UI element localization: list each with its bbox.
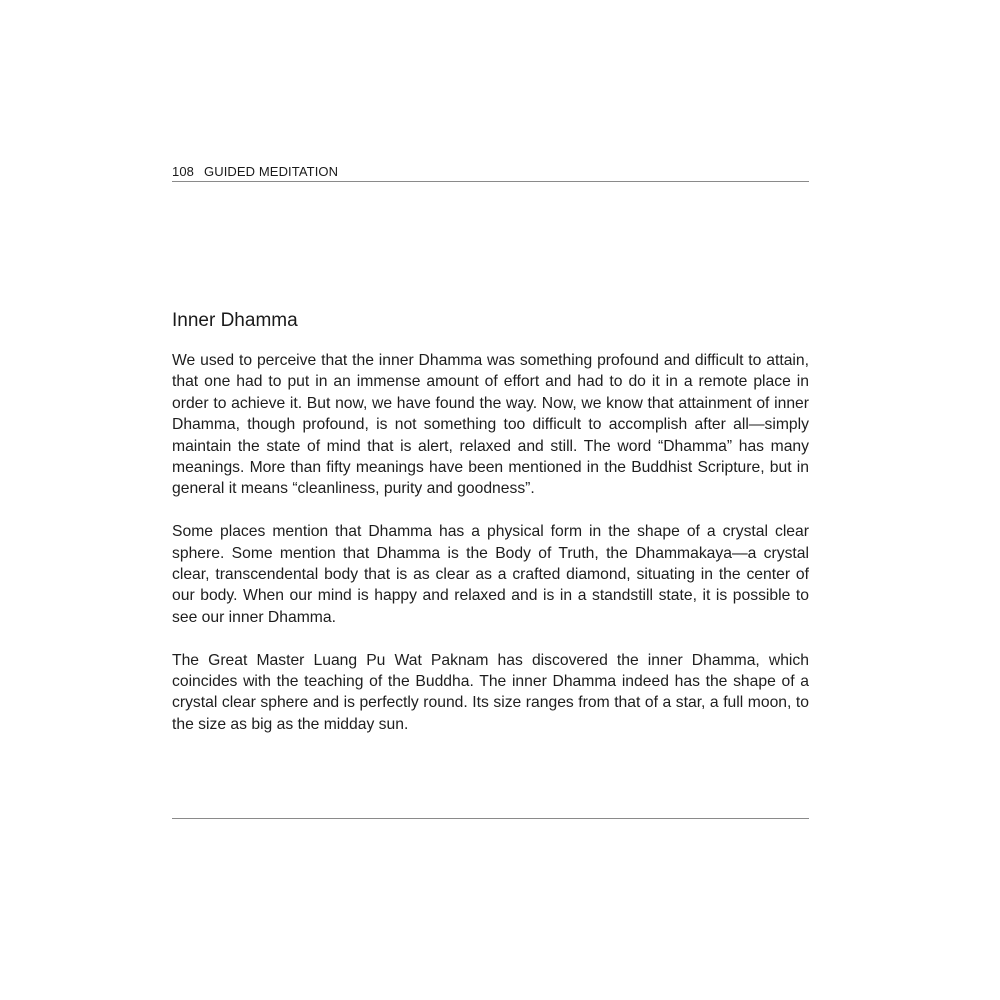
page-number: 108 [172,164,194,179]
paragraph: Some places mention that Dhamma has a physical form in the shape of a crystal clear sphere. Some mention that Dhamma is the Body of Truth, the Dhammakaya—a crystal clear, transcendental body that is as clear as a crafted diamond, situating in the center of our body. When our mind is happy and relaxed and is in a standstill state, it is possible to see our inner Dhamma. [172,523,809,626]
paragraph: The Great Master Luang Pu Wat Paknam has discovered the inner Dhamma, which coincides with the teaching of the Buddha. The inner Dhamma indeed has the shape of a crystal clear sphere and is perfectly round. Its size ranges from that of a star, a full moon, to the size as big as the midday sun. [172,651,809,733]
body-text [172,350,809,757]
header-rule [172,181,809,182]
running-title: GUIDED MEDITATION [204,164,339,179]
section-title: Inner Dhamma [172,310,298,331]
running-header [172,164,809,180]
paragraph: We used to perceive that the inner Dhamma was something profound and difficult to attain, that one had to put in an immense amount of effort and had to do it in a remote place in order to achieve it. But now, we have found the way. Now, we know that attainment of inner Dhamma, though profound, is not something too difficult to accomplish after all—simply maintain the state of mind that is alert, relaxed and still. The word “Dhamma” has many meanings. More than fifty meanings have been mentioned in the Buddhist Scripture, but in general it means “cleanliness, purity and goodness”. [172,352,809,498]
footer-rule [172,818,809,819]
